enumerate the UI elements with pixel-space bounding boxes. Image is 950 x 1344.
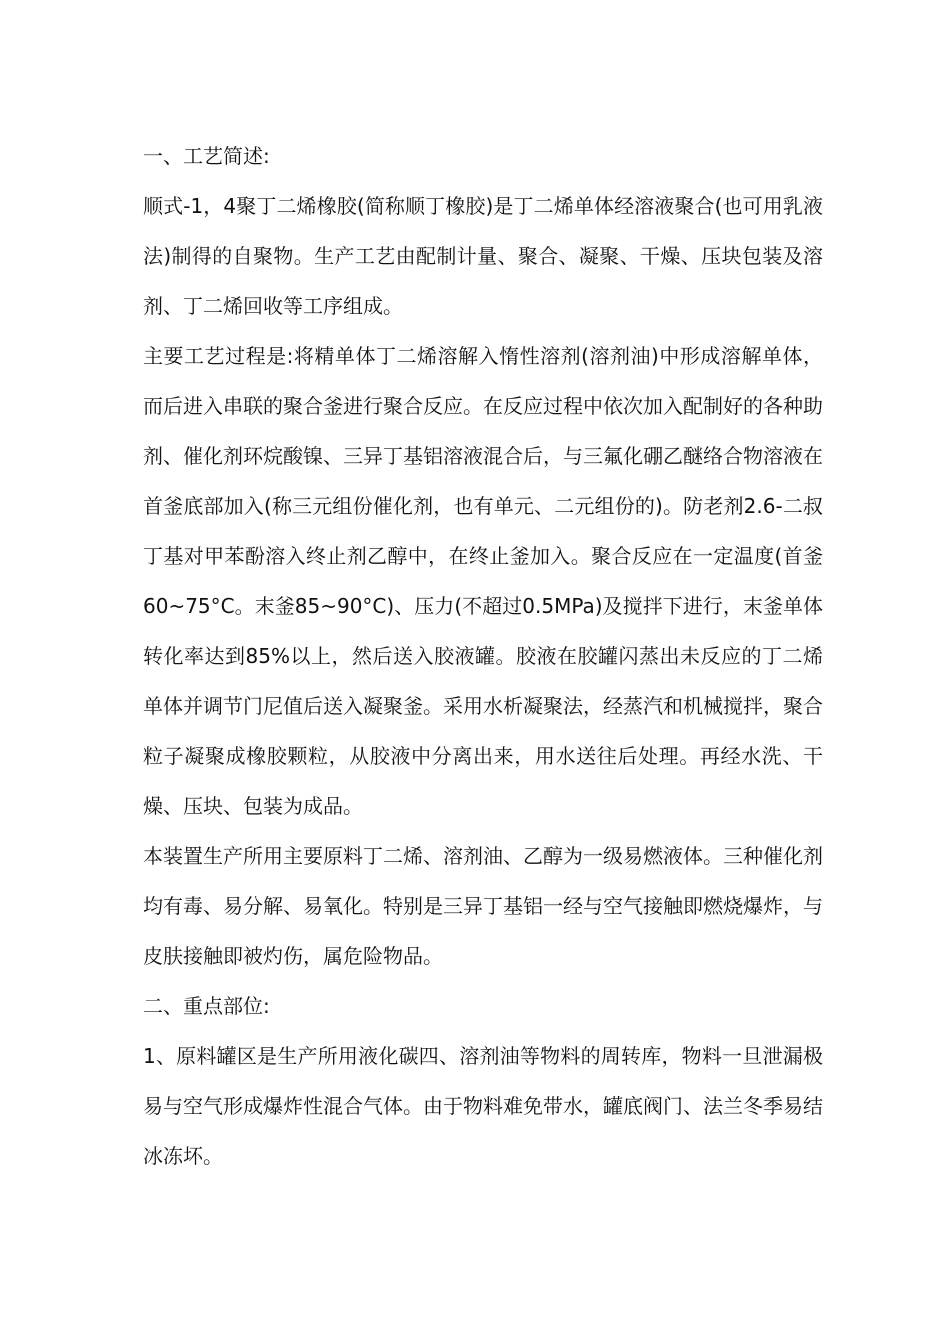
paragraph-product-intro: 顺式-1，4聚丁二烯橡胶(简称顺丁橡胶)是丁二烯单体经溶液聚合(也可用乳液法)制得的自聚物。生产工艺由配制计量、聚合、凝聚、干燥、压块包装及溶剂、丁二烯回收等工序组成。 [143,194,823,318]
document-page [143,131,823,1181]
paragraph-hazard-materials: 本装置生产所用主要原料丁二烯、溶剂油、乙醇为一级易燃液体。三种催化剂均有毒、易分解、易氧化。特别是三异丁基铝一经与空气接触即燃烧爆炸，与皮肤接触即被灼伤，属危险物品。 [143,844,823,968]
paragraph-main-process: 主要工艺过程是:将精单体丁二烯溶解入惰性溶剂(溶剂油)中形成溶解单体，而后进入串联的聚合釜进行聚合反应。在反应过程中依次加入配制好的各种助剂、催化剂环烷酸镍、三异丁基铝溶液混合后，与三氟化硼乙醚络合物溶液在首釜底部加入(称三元组份催化剂，也有单元、二元组份的)。防老剂2.6-二叔丁基对甲苯酚溶入终止剂乙醇中，在终止釜加入。聚合反应在一定温度(首釜60~75°C。末釜85~90°C)、压力(不超过0.5MPa)及搅拌下进行，末釜单体转化率达到85%以上，然后送入胶液罐。胶液在胶罐闪蒸出未反应的丁二烯单体并调节门尼值后送入凝聚釜。采用水析凝聚法，经蒸汽和机械搅拌，聚合粒子凝聚成橡胶颗粒，从胶液中分离出来，用水送往后处理。再经水洗、干燥、压块、包装为成品。 [143,344,823,818]
section-heading-key-areas: 二、重点部位: [143,994,270,1018]
paragraph-tank-farm: 1、原料罐区是生产所用液化碳四、溶剂油等物料的周转库，物料一旦泄漏极易与空气形成爆炸性混合气体。由于物料难免带水，罐底阀门、法兰冬季易结冰冻坏。 [143,1044,823,1168]
section-heading-process-overview: 一、工艺简述: [143,144,270,168]
